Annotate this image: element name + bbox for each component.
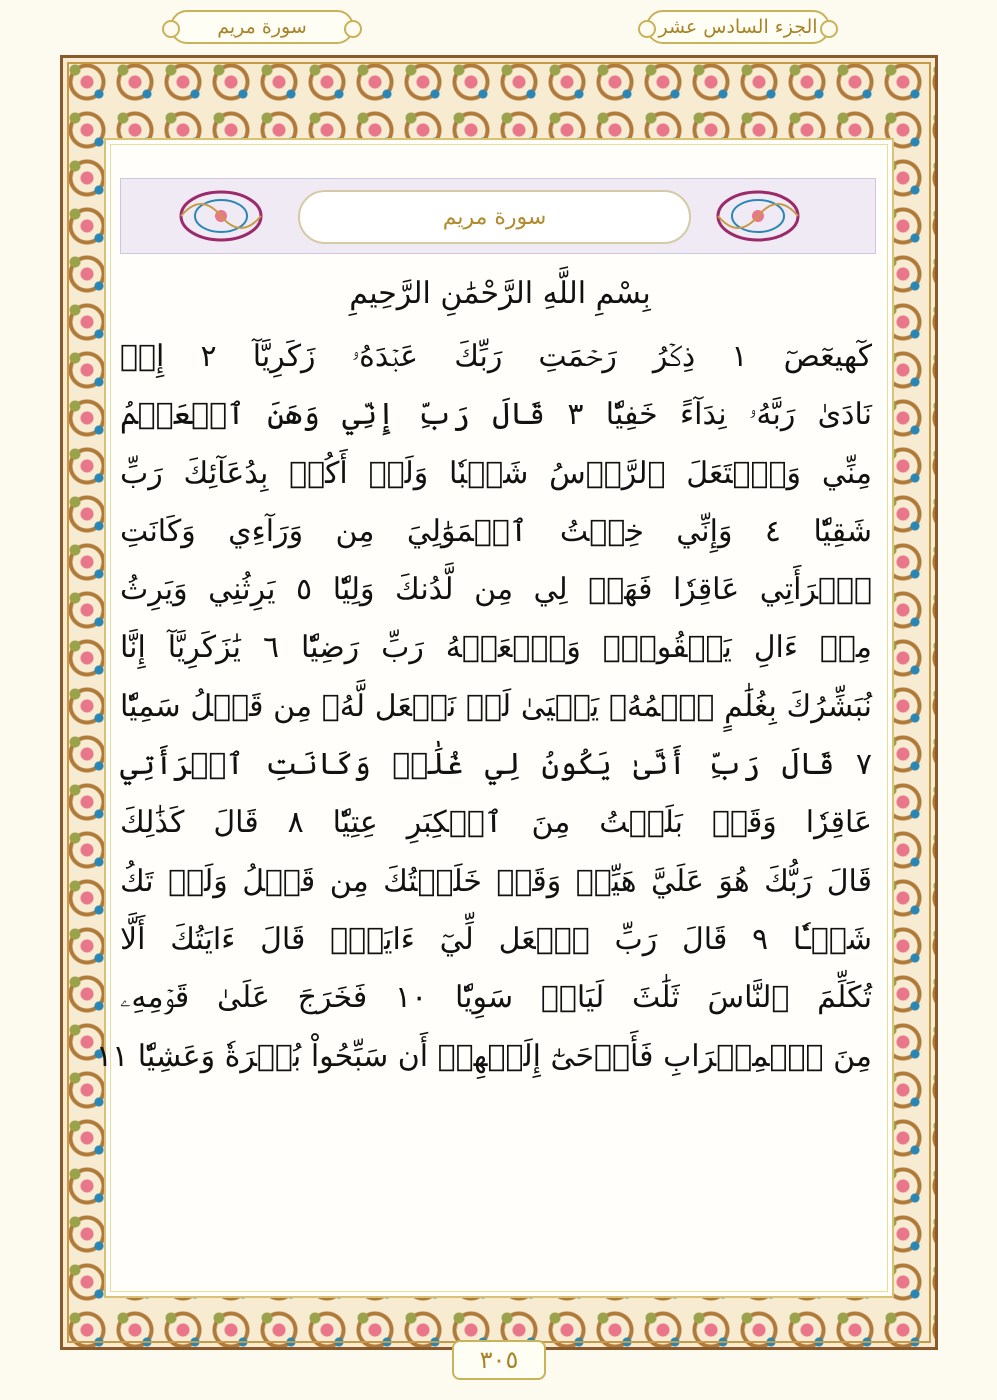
verse-line-7: نُبَشِّرُكَ بِغُلَٰمٍ ٱسۡمُهُۥ يَحۡيَىٰ لَمۡ نَجۡعَل لَّهُۥ مِن قَبۡلُ سَمِيّٗا — [120, 688, 872, 724]
surah-title — [298, 190, 691, 244]
verse-line-11: شَيۡـٔٗا ٩ قَالَ رَبِّ ٱجۡعَل لِّيٓ ءَايَةٗۚ قَالَ ءَايَتُكَ أَلَّا — [120, 921, 872, 957]
verse-line-3: مِنِّي وَٱشۡتَعَلَ ٱلرَّأۡسُ شَيۡبٗا وَلَمۡ أَكُنۢ بِدُعَآئِكَ رَبِّ — [120, 455, 872, 491]
left-medallion-icon — [175, 186, 267, 246]
verse-line-4: شَقِيّٗا ٤ وَإِنِّي خِفۡتُ ٱلۡمَوَٰلِيَ مِن وَرَآءِي وَكَانَتِ — [120, 513, 872, 549]
verse-line-5: ٱمۡرَأَتِي عَاقِرٗا فَهَبۡ لِي مِن لَّدُنكَ وَلِيّٗا ٥ يَرِثُنِي وَيَرِثُ — [120, 572, 873, 608]
verse-text — [96, 328, 873, 1086]
verse-line-12: تُكَلِّمَ ٱلنَّاسَ ثَلَٰثَ لَيَالٖ سَوِيّٗا ١٠ فَخَرَجَ عَلَىٰ قَوۡمِهِۦ — [120, 980, 872, 1016]
verse-line-6: مِنۡ ءَالِ يَعۡقُوبَۖ وَٱجۡعَلۡهُ رَبِّ رَضِيّٗا ٦ يَٰزَكَرِيَّآ إِنَّا — [120, 630, 872, 666]
juz-header-text: الجزء السادس عشر — [658, 16, 818, 38]
verse-line-2: نَادَىٰ رَبَّهُۥ نِدَآءً خَفِيّٗا ٣ قَالَ رَبِّ إِنِّي وَهَنَ ٱلۡعَظۡمُ — [120, 397, 872, 433]
basmala: بِسْمِ اللَّهِ الرَّحْمَٰنِ الرَّحِيمِ — [349, 276, 651, 311]
right-medallion-icon — [712, 186, 804, 246]
page-number-text: ٣٠٥ — [479, 1346, 519, 1374]
juz-header-label — [646, 10, 830, 44]
surah-header-label — [170, 10, 354, 44]
verse-line-13: مِنَ ٱلۡمِحۡرَابِ فَأَوۡحَىٰٓ إِلَيۡهِمۡ أَن سَبِّحُواْ بُكۡرَةٗ وَعَشِيّٗا ١١ — [96, 1038, 872, 1074]
verse-line-9: عَاقِرٗا وَقَدۡ بَلَغۡتُ مِنَ ٱلۡكِبَرِ عِتِيّٗا ٨ قَالَ كَذَٰلِكَ — [120, 805, 872, 841]
verse-line-1: كٓهيعٓصٓ ١ ذِكۡرُ رَحۡمَتِ رَبِّكَ عَبۡدَهُۥ زَكَرِيَّآ ٢ إِذۡ — [120, 339, 872, 374]
surah-header-text: سورة مريم — [217, 16, 307, 38]
verse-line-8: ٧ قَالَ رَبِّ أَنَّىٰ يَكُونُ لِي غُلَٰمٞ وَكَانَتِ ٱمۡرَأَتِي — [120, 747, 872, 783]
surah-title-text: سورة مريم — [442, 204, 547, 230]
page-number — [452, 1340, 546, 1380]
verse-line-10: قَالَ رَبُّكَ هُوَ عَلَيَّ هَيِّنٞ وَقَدۡ خَلَقۡتُكَ مِن قَبۡلُ وَلَمۡ تَكُ — [120, 863, 872, 899]
